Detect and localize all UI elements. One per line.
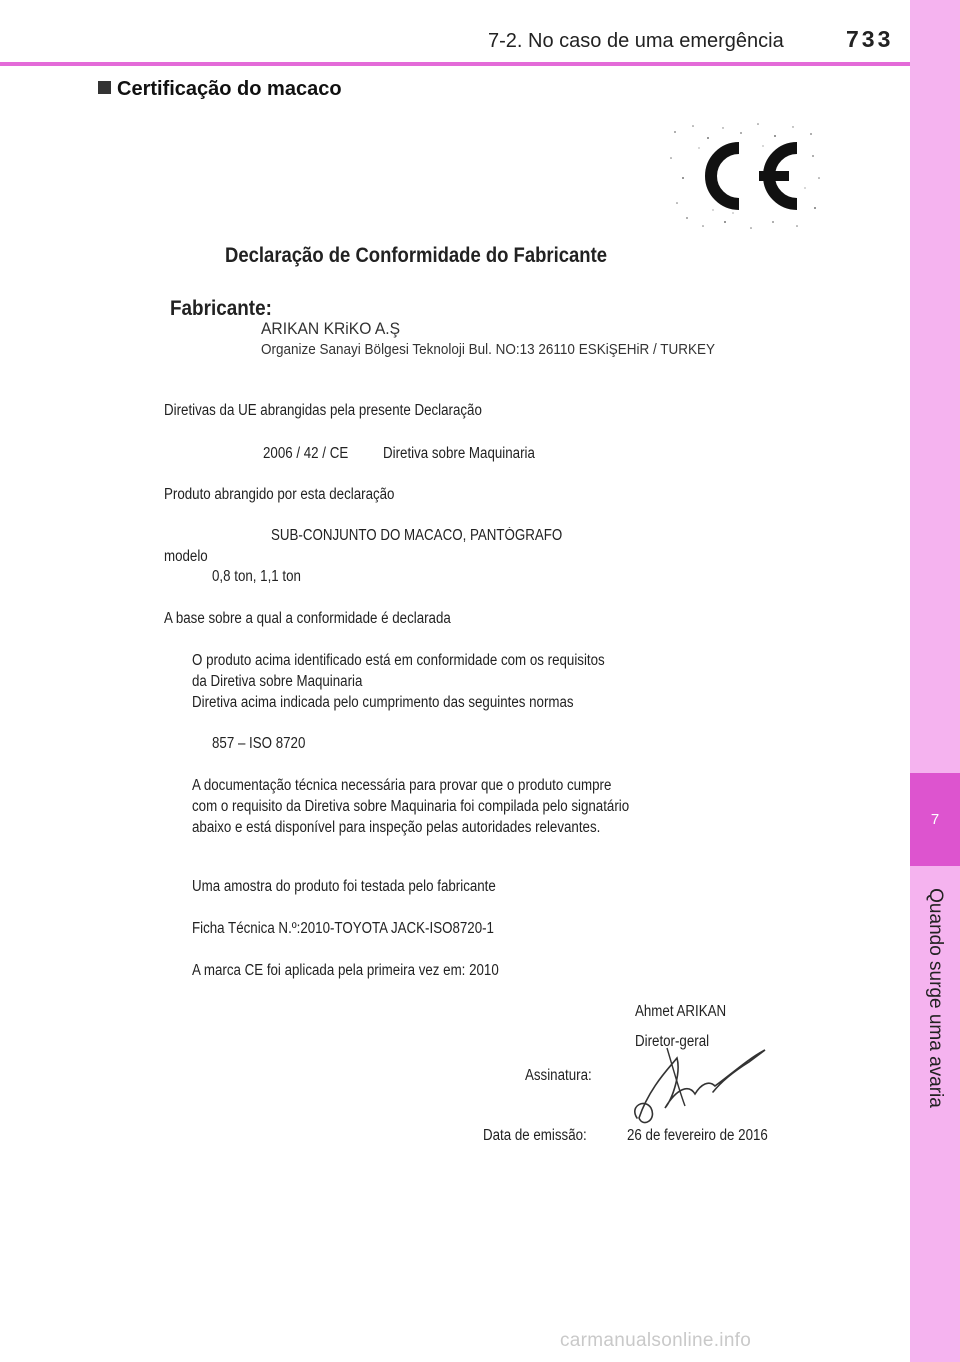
manufacturer-company: ARIKAN KRiKO A.Ş bbox=[261, 319, 401, 338]
chapter-tab[interactable]: 7 bbox=[910, 773, 960, 866]
signature-label: Assinatura: bbox=[525, 1067, 592, 1084]
signatory-role: Diretor-geral bbox=[635, 1033, 710, 1050]
signatory-name: Ahmet ARIKAN bbox=[635, 1003, 727, 1020]
declaration-title: Declaração de Conformidade do Fabricante bbox=[225, 244, 608, 267]
standard-reference: 857 – ISO 8720 bbox=[212, 735, 306, 752]
sample-tested-text: Uma amostra do produto foi testada pelo fabricante bbox=[192, 878, 496, 895]
issue-date-label: Data de emissão: bbox=[483, 1127, 587, 1144]
ce-applied-text: A marca CE foi aplicada pela primeira vez em: 2010 bbox=[192, 962, 499, 979]
documentation-line: com o requisito da Diretiva sobre Maquinaria foi compilada pelo signatário bbox=[192, 798, 630, 815]
model-values: 0,8 ton, 1,1 ton bbox=[212, 568, 301, 585]
directive-code: 2006 / 42 / CE bbox=[263, 445, 349, 462]
section-title-text: Certificação do macaco bbox=[117, 78, 342, 100]
documentation-line: abaixo e está disponível para inspeção pelas autoridades relevantes. bbox=[192, 819, 601, 836]
product-label: Produto abrangido por esta declaração bbox=[164, 486, 395, 503]
product-name: SUB-CONJUNTO DO MACACO, PANTÓGRAFO bbox=[271, 527, 563, 544]
chapter-title: Quando surge uma avaria bbox=[925, 888, 946, 1108]
manufacturer-label: Fabricante: bbox=[170, 297, 272, 320]
directives-label: Diretivas da UE abrangidas pela presente Declaração bbox=[164, 402, 482, 419]
watermark: carmanualsonline.info bbox=[560, 1330, 752, 1351]
ce-mark-icon bbox=[663, 118, 823, 233]
basis-line: da Diretiva sobre Maquinaria bbox=[192, 673, 363, 690]
documentation-line: A documentação técnica necessária para provar que o produto cumpre bbox=[192, 777, 612, 794]
section-title bbox=[98, 78, 342, 101]
basis-line: O produto acima identificado está em conformidade com os requisitos bbox=[192, 652, 605, 669]
header-divider bbox=[0, 62, 910, 66]
handwritten-signature bbox=[629, 1028, 779, 1128]
conformity-declaration-document bbox=[143, 118, 819, 1150]
basis-line: Diretiva acima indicada pelo cumprimento das seguintes normas bbox=[192, 694, 574, 711]
header-section-title: 7-2. No caso de uma emergência bbox=[488, 30, 784, 52]
chapter-side-strip bbox=[910, 0, 960, 1362]
page-number: 733 bbox=[846, 26, 894, 52]
model-label: modelo bbox=[164, 548, 208, 565]
basis-label: A base sobre a qual a conformidade é declarada bbox=[164, 610, 451, 627]
directive-name: Diretiva sobre Maquinaria bbox=[383, 445, 535, 462]
square-bullet-icon bbox=[98, 81, 111, 94]
technical-sheet-text: Ficha Técnica N.º:2010-TOYOTA JACK-ISO8720-1 bbox=[192, 920, 494, 937]
issue-date: 26 de fevereiro de 2016 bbox=[627, 1127, 768, 1144]
manufacturer-address: Organize Sanayi Bölgesi Teknoloji Bul. NO:13 26110 ESKiŞEHiR / TURKEY bbox=[261, 341, 715, 358]
